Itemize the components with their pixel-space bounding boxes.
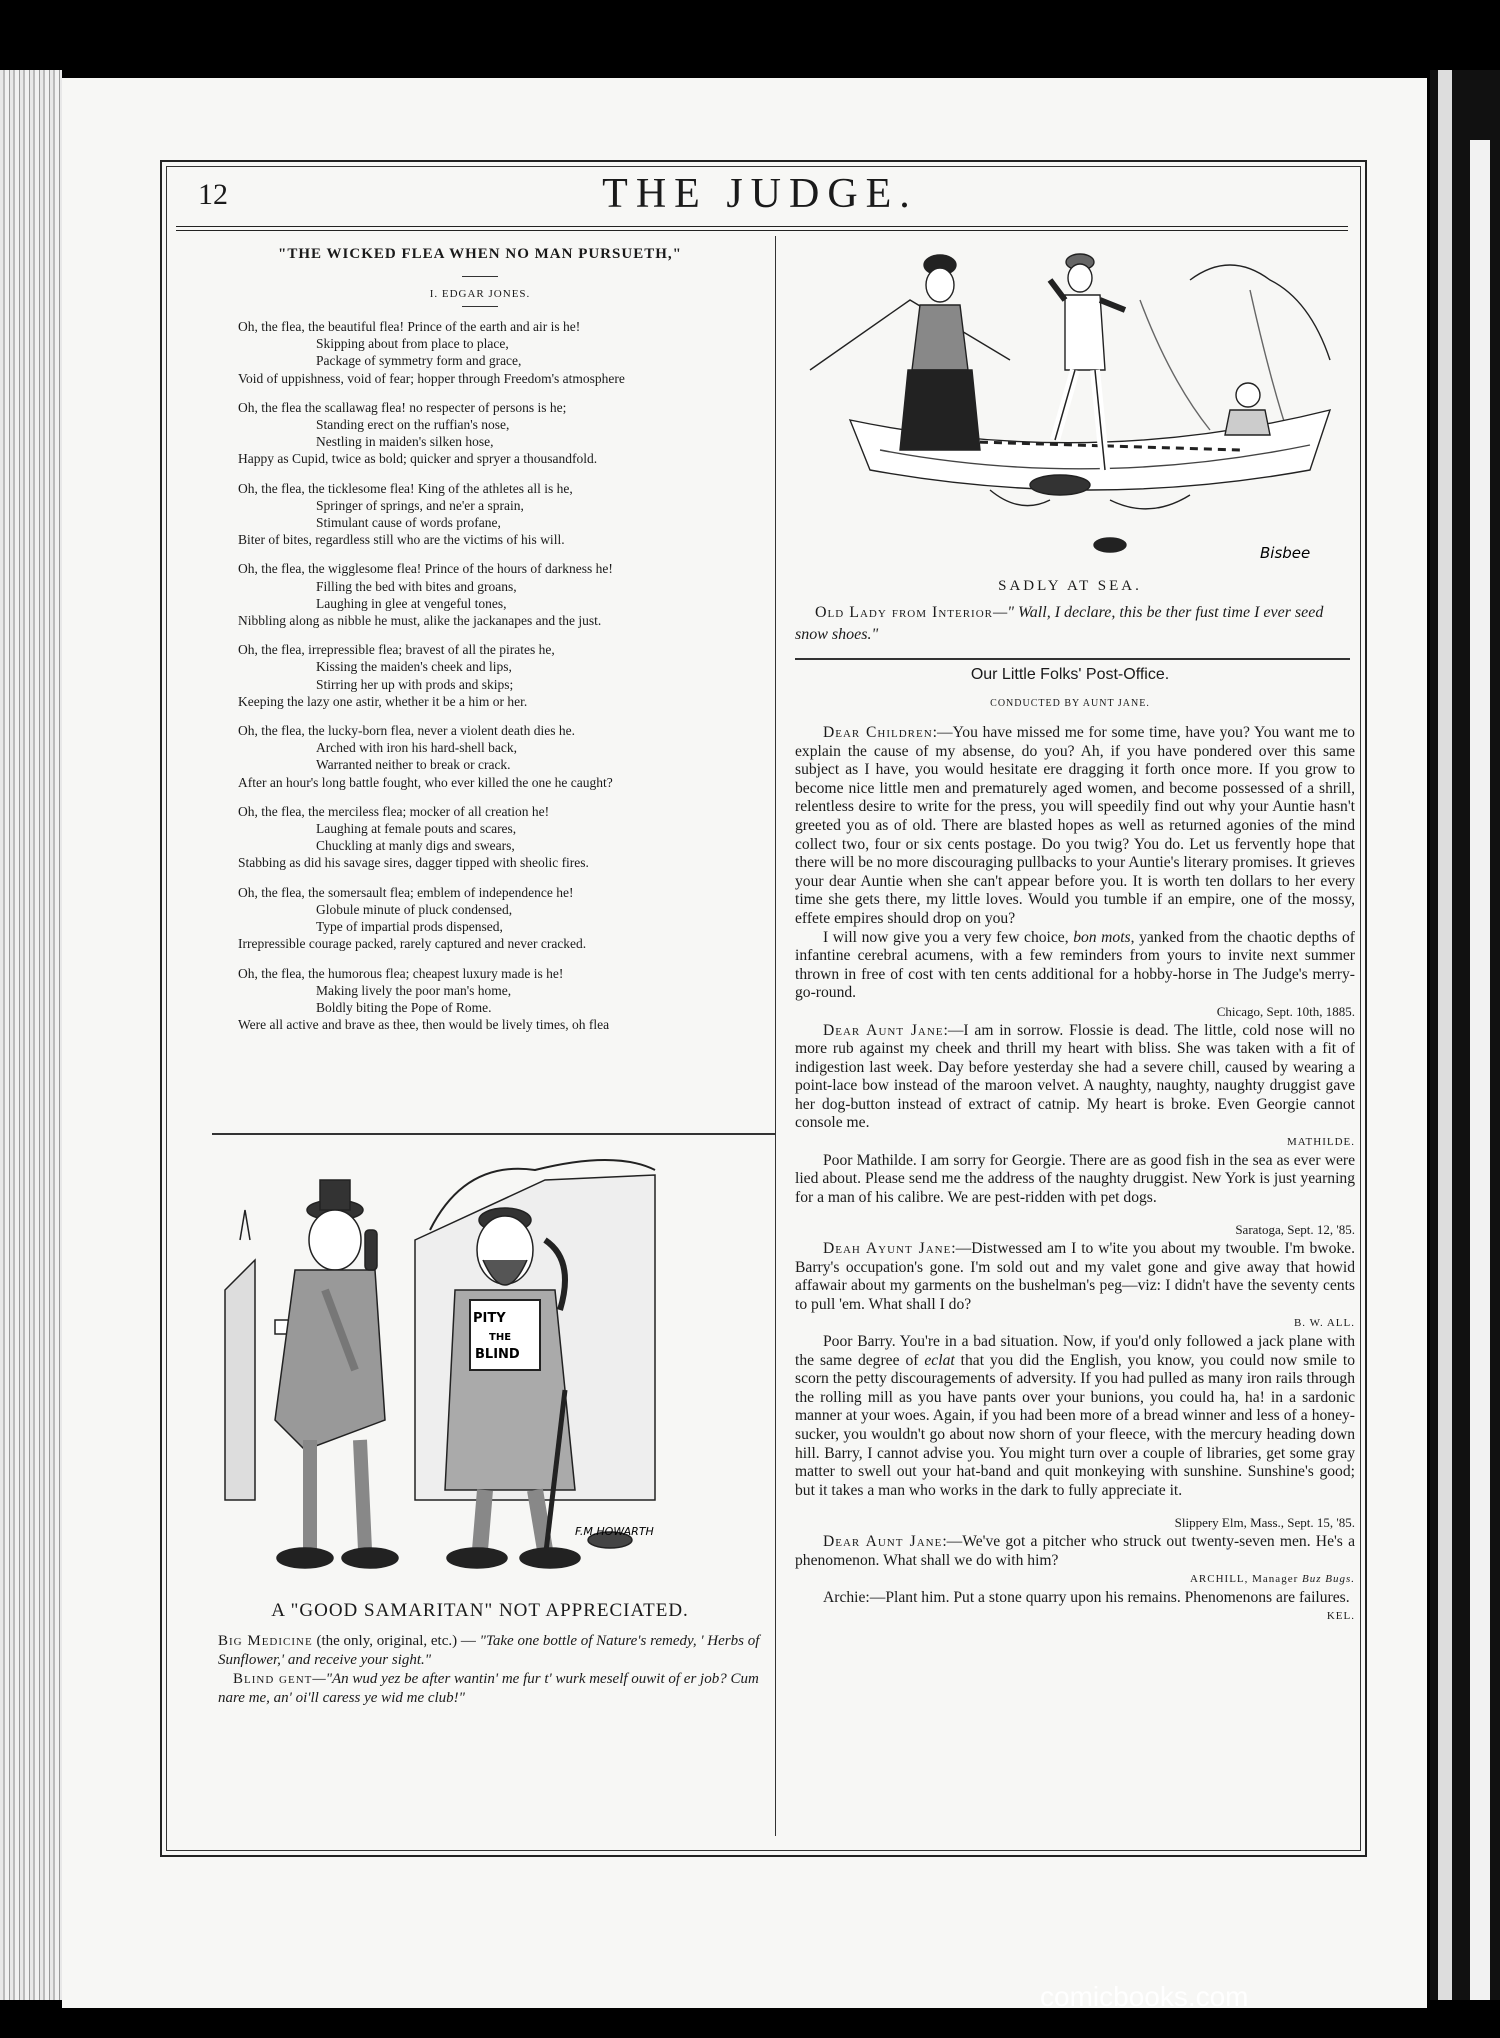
poem-stanza	[238, 803, 778, 872]
poem-line: Globule minute of pluck condensed,	[316, 901, 513, 917]
poem-stanza	[238, 965, 778, 1034]
paragraph	[795, 1240, 1355, 1314]
poem-stanza	[238, 560, 778, 629]
poem-line: Nibbling along as nibble he must, alike the jackanapes and the just.	[238, 613, 602, 629]
paragraph-text: , yanked from the chaotic depths of infantine cerebral acumens, with a few reminders from yours to invite next summer thrown in free of cost with ten cents additional for a hobby-horse in The Judge's merry-go-round.	[795, 928, 1355, 1002]
poem-line: Boldly biting the Pope of Rome.	[316, 999, 492, 1015]
cartoon2-caption	[795, 602, 1355, 646]
poem-line: Void of uppishness, void of fear; hopper through Freedom's atmosphere	[238, 370, 625, 386]
italic-text: eclat	[924, 1351, 955, 1369]
poem-line: Kissing the maiden's cheek and lips,	[316, 659, 512, 675]
poem-line: Happy as Cupid, twice as bold; quicker and spryer a thousandfold.	[238, 451, 598, 467]
paragraph-text: that you did the English, you know, you could now smile to scorn the petty discouragements of adversity. If you had pulled as many iron rails through the rolling mill as you have pants over your bunions, you could ha, ha! in a sardonic manner at your woes. Again, if you had been more of a bread winner and less of a honey-sucker, you wouldn't go about now shorn of your fleece, with the mercury heading down hill. Barry, I cannot advise you. You might turn over a couple of libraries, get some gray matter to swell out your hat-band and quit monkeying with sunshine. Sunshine's good; but it takes a man who works in the dark to fully appreciate it.	[795, 1351, 1355, 1499]
poem-stanza	[238, 722, 778, 791]
sign-line: THE	[489, 1332, 512, 1343]
paragraph-text: :—We've got a pitcher who struck out twenty-seven men. He's a phenomenon. What shall we do with him?	[795, 1532, 1355, 1569]
poem-line: Were all active and brave as thee, then would be lively times, oh flea	[238, 1017, 610, 1033]
paragraph: Archie:—Plant him. Put a stone quarry upon his remains. Phenomenons are failures.	[823, 1588, 1350, 1606]
paragraph	[795, 1333, 1355, 1500]
poem-line: Oh, the flea, irrepressible flea; bravest of all the pirates he,	[238, 642, 555, 658]
salutation: Dear Aunt Jane	[823, 1532, 943, 1550]
poem-line: Arched with iron his hard-shell back,	[316, 740, 517, 756]
poem-line: Oh, the flea, the humorous flea; cheapest luxury made is he!	[238, 965, 564, 981]
sign-line: BLIND	[475, 1347, 520, 1362]
poem-title-rule	[462, 276, 498, 277]
poem-line: Oh, the flea, the lucky-born flea, never a violent death dies he.	[238, 723, 575, 739]
poem-line: Oh, the flea, the beautiful flea! Prince of the earth and air is he!	[238, 319, 581, 334]
letter-signature: KEL.	[1326, 1610, 1355, 1623]
cartoon2-title: SADLY AT SEA.	[998, 578, 1142, 594]
salutation: Deah Ayunt Jane	[823, 1240, 952, 1258]
speaker-name: Blind gent	[233, 1671, 313, 1687]
italic-text: bon mots	[1073, 928, 1131, 946]
cartoon1-title: A "GOOD SAMARITAN" NOT APPRECIATED.	[271, 1600, 689, 1621]
poem-stanza	[238, 318, 778, 387]
paragraph-text: Poor Barry. You're in a bad situation. Now, if you'd only followed a jack plane with the same degree of	[795, 1333, 1355, 1369]
speaker-name: Big Medicine	[218, 1633, 313, 1649]
sign-line: PITY	[473, 1311, 506, 1326]
paragraph-text: :—I am in sorrow. Flossie is dead. The little, cold nose will no more rub against my cheek and thrill my heart with bliss. She was taken with a fit of indigestion last week. Day before yesterday she had a severe chill, caused by wearing a point-lace bow instead of the maroon velvet. A naughty, naughty, naughty druggist gave her dog-button instead of extract of catnip. My heart is broke. Even Georgie cannot console me.	[795, 1021, 1355, 1132]
paragraph-text: :—Distwessed am I to w'ite you about my twouble. I'm bwoke. Barry's occupation's gone. I'm sold out and my valet gone and give away that howid affawair about my garments on the bushelman's peg—viz: I didn't have the seventy cents to pull 'em. What shall I do?	[795, 1240, 1355, 1313]
section-rule	[795, 658, 1350, 660]
poem-line: Oh, the flea, the merciless flea; mocker of all creation he!	[238, 803, 550, 819]
poem-line: Skipping about from place to place,	[316, 336, 509, 352]
poem-end-rule	[212, 1133, 775, 1135]
poem-stanza	[238, 641, 778, 710]
poem-author-rule	[462, 306, 498, 307]
paragraph-text: :—You have missed me for some time, have you? You want me to explain the cause of my absense, do you? Ah, if you have pondered over this same subject as I have, you would hesitate ere dragging it forth once more. If you grow to become nice little men and prematurely aged women, and become possessed of a shrill, relentless desire to write for the press, you will speedily find out why your Auntie hasn't greeted you as of old. There are blasted hopes as well as returned agonies of the mind collect two, four or six cents postage. Do you twig? You do. Let us fervently hope that there will be no more discouraging pullbacks to your Auntie's literary promises. It grieves your dear Auntie when she can't appear before you. It is worth ten dollars to her every time she gets there, my little loves. Would you tumble if an empire, one of the mossy, effete empires should drop on you?	[795, 724, 1355, 927]
poem-line: Irrepressible courage packed, rarely captured and never cracked.	[238, 936, 587, 952]
poem-line: Warranted neither to break or crack.	[316, 757, 511, 773]
poem-line: Package of symmetry form and grace,	[316, 353, 522, 369]
poem-line: Stabbing as did his savage sires, dagger tipped with sheolic fires.	[238, 855, 589, 871]
postoffice-title: Our Little Folks' Post-Office.	[970, 666, 1170, 683]
artist-signature: F.M.HOWARTH	[575, 1525, 654, 1538]
artist-signature: Bisbee	[1260, 544, 1311, 562]
facing-page-edge	[1430, 70, 1500, 2000]
site-watermark: comicbooks.com	[1040, 1981, 1249, 2012]
poem-line: Springer of springs, and ne'er a sprain,	[316, 497, 524, 513]
masthead-rule	[176, 226, 1348, 231]
poem-line: Standing erect on the ruffian's nose,	[316, 417, 510, 433]
poem-line: Stirring her up with prods and skips;	[316, 676, 514, 692]
letter-signature: MATHILDE.	[1287, 1136, 1355, 1149]
paragraph	[795, 724, 1355, 929]
letter-signature: B. W. ALL.	[1293, 1317, 1355, 1330]
poem-line: Biter of bites, regardless still who are the victims of his will.	[238, 532, 565, 548]
poem-line: Filling the bed with bites and groans,	[316, 578, 517, 594]
good-samaritan-illustration	[215, 1150, 755, 1580]
speaker-name: Old Lady from Interior	[815, 604, 993, 621]
letter-dateline: Saratoga, Sept. 12, '85.	[1235, 1222, 1355, 1238]
poem-line: Chuckling at manly digs and swears,	[316, 838, 515, 854]
poem-line: Nestling in maiden's silken hose,	[316, 434, 494, 450]
italic-text: Buz Bugs.	[1302, 1573, 1355, 1586]
letter-dateline: Chicago, Sept. 10th, 1885.	[1216, 1003, 1355, 1019]
letter-signature	[795, 1570, 1355, 1589]
poem-stanza	[238, 884, 778, 953]
poem-author: I. EDGAR JONES.	[429, 288, 531, 300]
caption-text: (the only, original, etc.) —	[312, 1633, 480, 1649]
poem-line: Making lively the poor man's home,	[316, 982, 512, 998]
poem-line: Oh, the flea the scallawag flea! no respecter of persons is he;	[238, 399, 567, 415]
paragraph: Poor Mathilde. I am sorry for Georgie. There are as good fish in the sea as ever were lied about. Please send me the address of the naughty druggist. New York is just yearning for a man of his calibre. We are pest-ridden with pet dogs.	[795, 1151, 1355, 1206]
poem-stanza	[238, 480, 778, 549]
salutation: Dear Aunt Jane	[823, 1021, 944, 1039]
poem-line: Laughing in glee at vengeful tones,	[316, 595, 507, 611]
paragraph	[795, 1533, 1355, 1570]
poem-line: Oh, the flea, the somersault flea; emblem of independence he!	[238, 884, 574, 900]
postoffice-subtitle: CONDUCTED BY AUNT JANE.	[990, 698, 1150, 709]
poem-line: Oh, the flea, the ticklesome flea! King of the athletes all is he,	[238, 480, 573, 496]
poem-line: After an hour's long battle fought, who ever killed the one he caught?	[238, 774, 613, 790]
masthead-title: THE JUDGE.	[602, 171, 918, 217]
book-spine-edge	[0, 70, 62, 2000]
signature-text: ARCHILL, Manager	[1189, 1573, 1302, 1586]
sadly-at-sea-illustration	[790, 240, 1350, 570]
letter-dateline: Slippery Elm, Mass., Sept. 15, '85.	[1174, 1515, 1355, 1531]
cartoon1-caption	[218, 1632, 784, 1708]
paragraph	[795, 1022, 1355, 1134]
paragraph-text: I will now give you a very few choice,	[823, 928, 1074, 946]
poem-body	[238, 318, 778, 1045]
paragraph	[795, 929, 1355, 1003]
caption-quote: —"An wud yez be after wantin' me fur t' wurk meself ouwit of er job? Cum nare me, an' oi'll caress ye wid me club!"	[218, 1671, 759, 1706]
poem-line: Type of impartial prods dispensed,	[316, 919, 503, 935]
postoffice-body	[795, 724, 1355, 1626]
page-number: 12	[198, 178, 228, 211]
poem-line: Stimulant cause of words profane,	[316, 515, 501, 531]
salutation: Dear Children	[823, 724, 933, 741]
poem-line: Oh, the flea, the wigglesome flea! Prince of the hours of darkness he!	[238, 561, 613, 577]
poem-stanza	[238, 399, 778, 468]
poem-line: Keeping the lazy one astir, whether it be a him or her.	[238, 693, 528, 709]
caption-quote: "Take one bottle of Nature's remedy, ' Herbs of Sunflower,' and receive your sight."	[218, 1633, 760, 1668]
poem-line: Laughing at female pouts and scares,	[316, 821, 517, 837]
caption-quote: —" Wall, I declare, this be ther fust time I ever seed snow shoes."	[795, 604, 1324, 643]
poem-title: "THE WICKED FLEA WHEN NO MAN PURSUETH,"	[278, 246, 682, 262]
